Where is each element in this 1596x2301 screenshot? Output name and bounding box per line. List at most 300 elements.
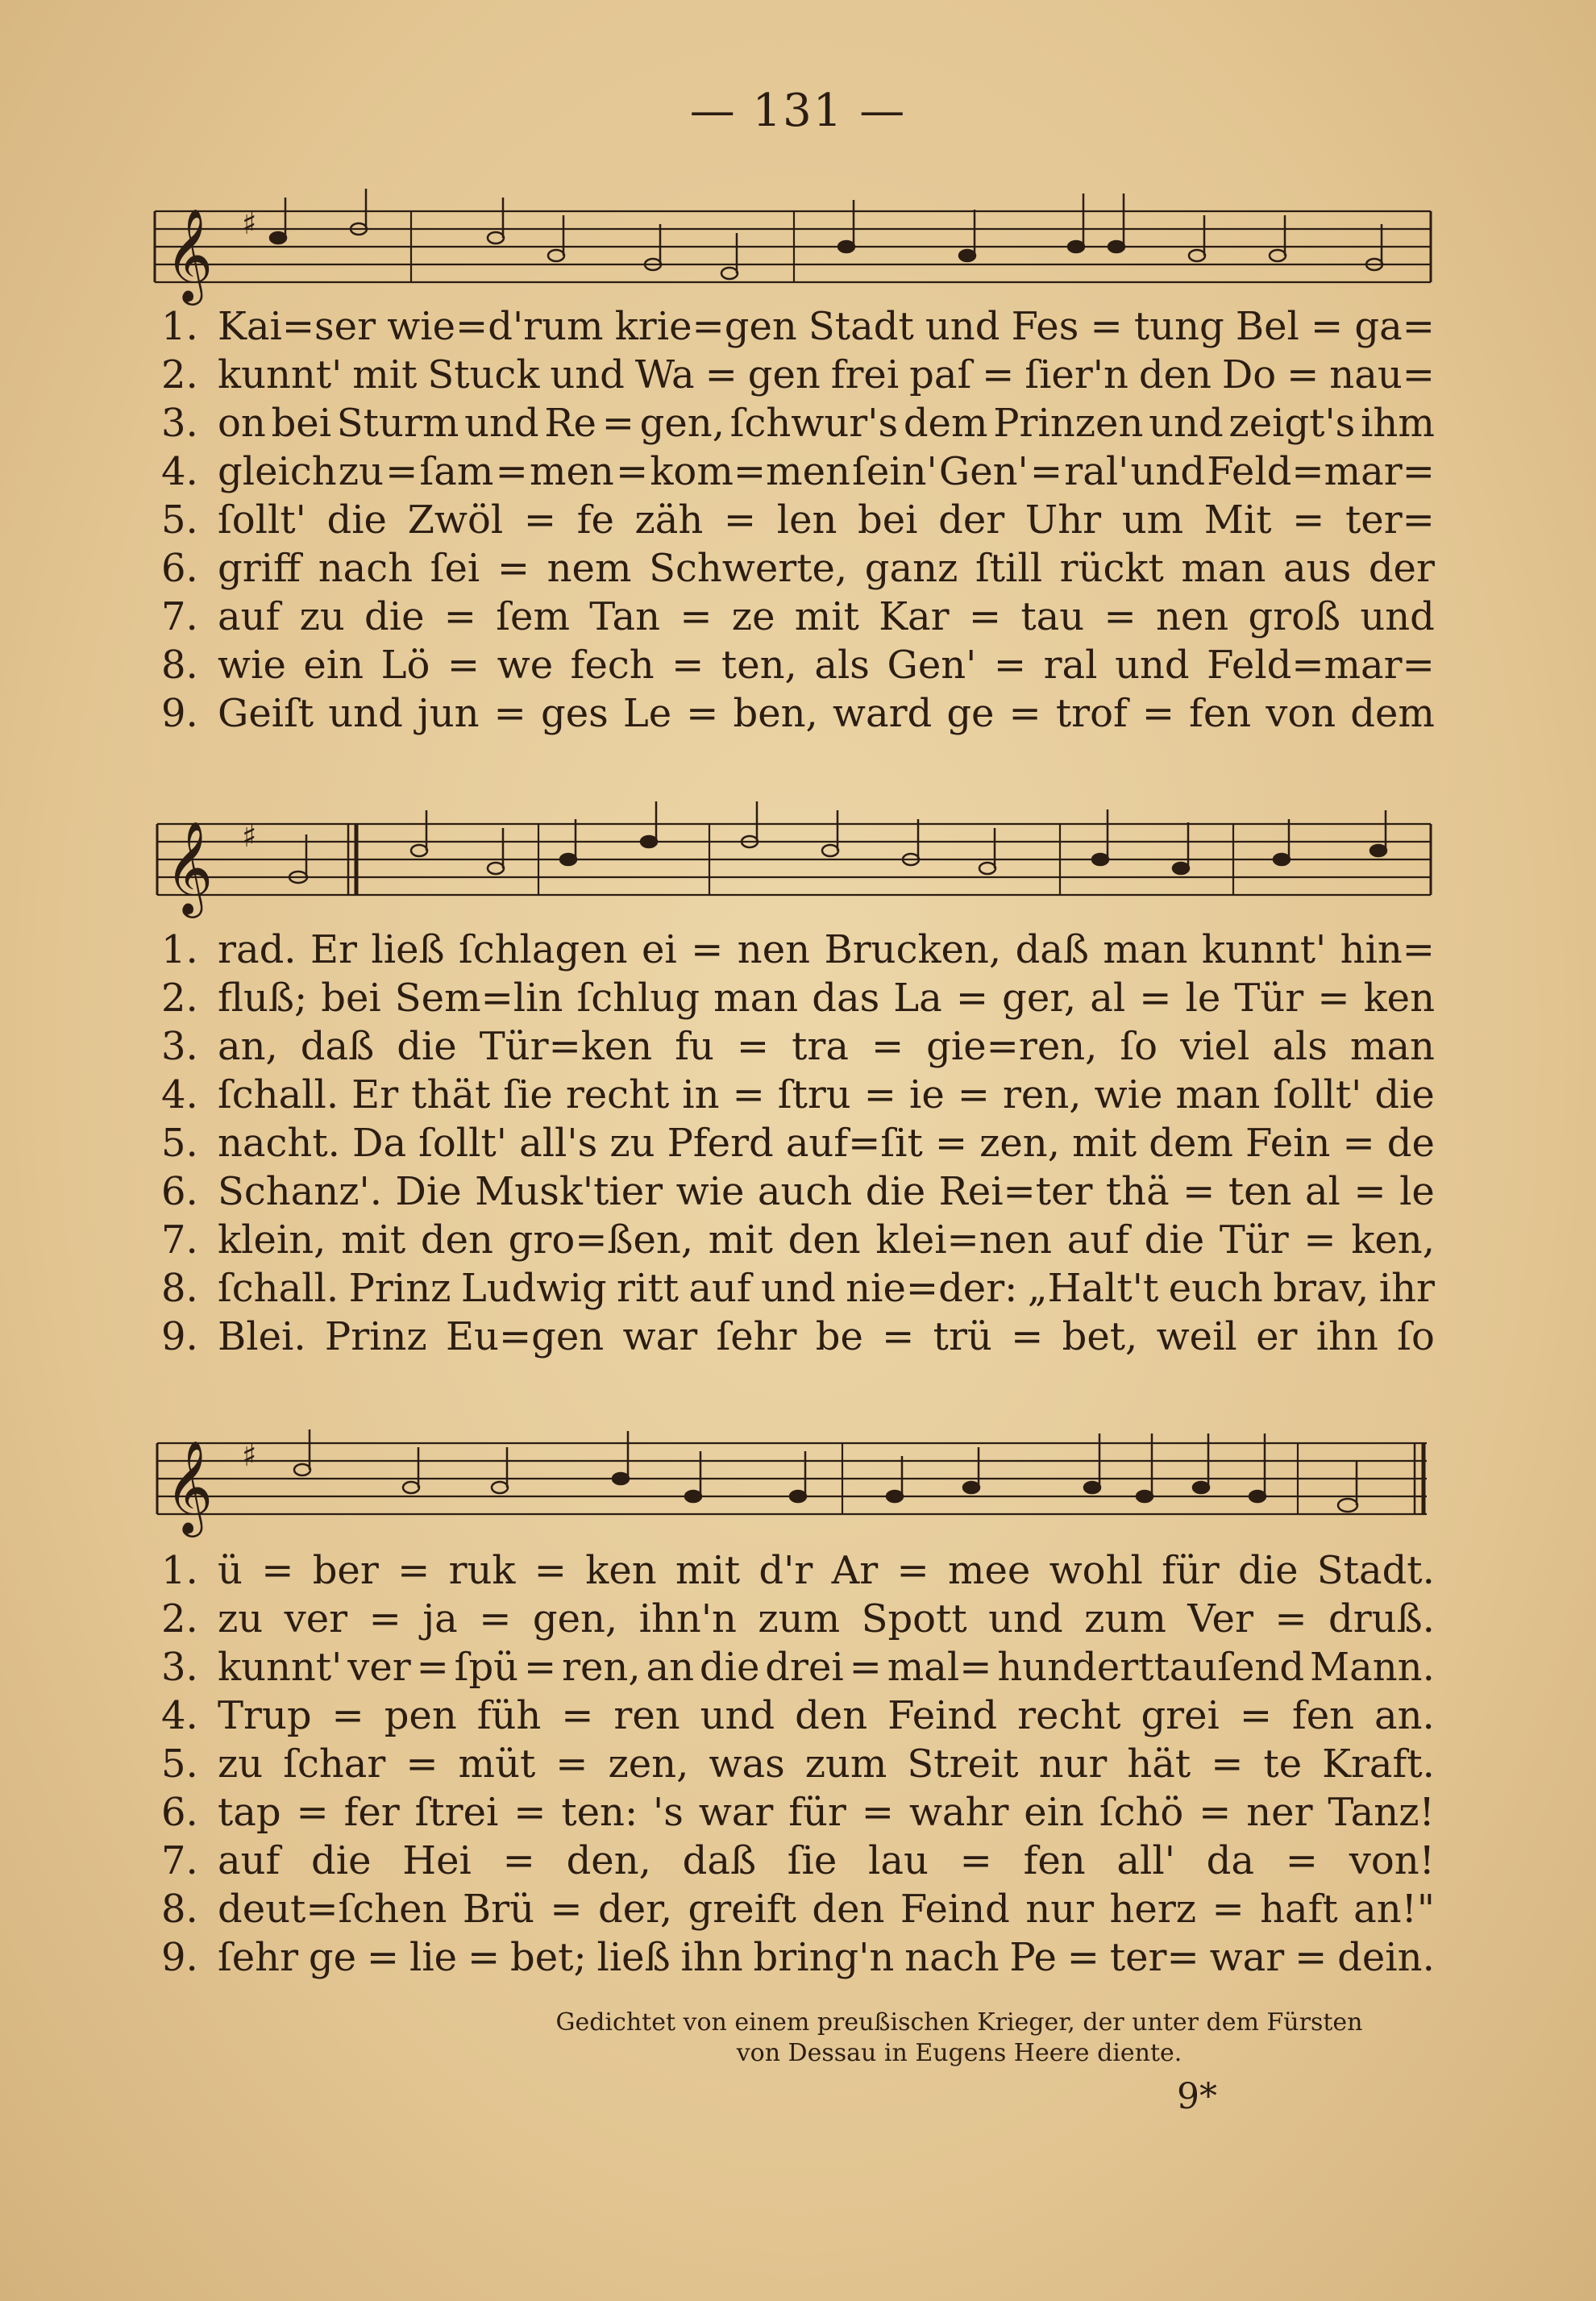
- verse-line: 1. ü = ber = ruk = ken mit d'r Ar = mee wohl für die Stadt.: [161, 1548, 1435, 1593]
- lyric-word: mit: [794, 594, 859, 639]
- lyric-word: Fes: [1011, 304, 1079, 349]
- lyric-word: hät: [1127, 1741, 1191, 1787]
- lyric-word: klei=nen: [875, 1217, 1052, 1263]
- lyric-word: =: [736, 1024, 770, 1069]
- lyric-word: =: [1286, 352, 1320, 397]
- lyric-word: paſ: [909, 352, 972, 397]
- lyric-word: die: [1238, 1548, 1299, 1593]
- lyric-word: ren,: [562, 1645, 641, 1690]
- lyric-word: ſam: [419, 449, 494, 494]
- lyric-word: =: [686, 691, 719, 736]
- lyric-word: Sturm: [336, 401, 459, 446]
- lyric-word: =: [555, 1741, 588, 1787]
- verse-block-3: [161, 1546, 1435, 1982]
- lyric-word: nau=: [1329, 352, 1435, 397]
- lyric-word: bei: [321, 976, 381, 1021]
- lyric-word: Brü: [462, 1887, 534, 1932]
- lyric-word: ſchar: [283, 1741, 386, 1787]
- lyric-word: recht: [1017, 1693, 1121, 1738]
- lyric-word: Tür: [1219, 1217, 1289, 1263]
- lyric-word: füh: [476, 1693, 542, 1738]
- lyric-word: Gen': [938, 449, 1029, 494]
- lyric-word: die: [1374, 1072, 1435, 1117]
- lyric-word: ſchall.: [218, 1266, 339, 1311]
- lyric-word: ſtill: [975, 546, 1043, 591]
- verse-line: 7. klein, mit den gro=ßen, mit den klei=nen auf die Tür = ken,: [161, 1217, 1435, 1263]
- lyric-word: Feld=mar=: [1207, 643, 1435, 688]
- lyric-word: Tanz!: [1328, 1790, 1435, 1835]
- lyric-word: mee: [947, 1548, 1031, 1593]
- sharp-icon: ♯: [242, 206, 257, 241]
- lyric-word: =: [1139, 976, 1172, 1021]
- lyric-word: =: [1292, 497, 1325, 543]
- lyric-word: =: [523, 1645, 557, 1690]
- lyric-word: La: [893, 976, 942, 1021]
- lyric-word: groß: [1248, 594, 1341, 639]
- lyric-word: =: [1239, 1693, 1273, 1738]
- lyric-word: und: [550, 352, 625, 397]
- lyric-word: hin=: [1340, 927, 1435, 972]
- lyric-word: und: [464, 401, 539, 446]
- lyric-word: euch: [1168, 1266, 1263, 1311]
- lyric-word: ter=: [1345, 497, 1435, 543]
- lyric-word: ſpü: [454, 1645, 519, 1690]
- lyric-word: Le: [622, 691, 672, 736]
- lyric-word: Musk'tier: [475, 1169, 663, 1214]
- lyric-word: all's: [519, 1121, 598, 1166]
- lyric-word: müt: [458, 1741, 536, 1787]
- lyric-word: Pe: [1009, 1935, 1057, 1980]
- lyric-word: Streit: [907, 1741, 1019, 1787]
- treble-clef-icon: 𝄞: [165, 1439, 214, 1533]
- lyric-word: druß.: [1328, 1596, 1435, 1641]
- lyric-word: rad.: [218, 927, 297, 972]
- lyric-word: Feind: [887, 1693, 998, 1738]
- lyric-word: =: [495, 449, 528, 494]
- lyric-word: wie: [1094, 1072, 1163, 1117]
- lyric-word: =: [849, 1645, 882, 1690]
- lyric-word: Stadt: [808, 304, 914, 349]
- lyric-word: zu: [338, 449, 384, 494]
- lyric-word: =: [416, 1645, 449, 1690]
- lyric-word: wahr: [908, 1790, 1009, 1835]
- lyric-word: ſo: [1397, 1314, 1435, 1359]
- lyric-word: =: [982, 352, 1015, 397]
- lyric-word: =: [467, 1935, 501, 1980]
- lyric-word: aus: [1283, 546, 1352, 591]
- lyric-word: nacht.: [218, 1121, 340, 1166]
- lyric-word: ſei: [430, 546, 480, 591]
- lyric-word: bei: [858, 497, 918, 543]
- lyric-word: mit: [352, 352, 418, 397]
- lyric-word: Spott: [861, 1596, 967, 1641]
- lyric-word: und: [700, 1693, 775, 1738]
- lyric-word: gie=ren,: [926, 1024, 1098, 1069]
- footer-note-line: von Dessau in Eugens Heere diente.: [736, 2039, 1182, 2067]
- lyric-word: die: [1144, 1217, 1205, 1263]
- verse-line: 6. Schanz'. Die Musk'tier wie auch die Rei=ter thä = ten al = le: [161, 1169, 1435, 1214]
- lyric-word: =: [671, 643, 704, 688]
- lyric-word: um: [1121, 497, 1184, 543]
- lyric-word: nie=der:: [846, 1266, 1018, 1311]
- lyric-word: kunnt': [218, 1645, 343, 1690]
- lyric-word: Brucken,: [824, 927, 1002, 972]
- lyric-word: tra: [792, 1024, 849, 1069]
- lyric-word: ger,: [1002, 976, 1077, 1021]
- lyric-word: man: [713, 976, 799, 1021]
- lyric-word: bring'n: [753, 1935, 895, 1980]
- lyric-word: Rei=ter: [938, 1169, 1093, 1214]
- lyric-word: nur: [1038, 1741, 1108, 1787]
- lyric-word: den: [1138, 352, 1212, 397]
- lyric-word: Uhr: [1025, 497, 1102, 543]
- lyric-word: ſollt': [218, 497, 306, 543]
- lyric-word: jun: [417, 691, 480, 736]
- lyric-word: gen: [747, 352, 821, 397]
- lyric-word: zum: [758, 1596, 841, 1641]
- verse-line: 8. deut=ſchen Brü = der, greift den Feind nur herz = haft an!": [161, 1887, 1435, 1932]
- lyric-word: ſie: [787, 1838, 837, 1883]
- lyric-word: von: [1266, 691, 1336, 736]
- printer-signature: 9*: [1177, 2076, 1217, 2117]
- lyric-word: Fein: [1245, 1121, 1331, 1166]
- lyric-word: Blei.: [218, 1314, 306, 1359]
- lyric-word: auf=ſit: [785, 1121, 923, 1166]
- lyric-word: zu: [218, 1596, 264, 1641]
- footer-note: [484, 2008, 1435, 2069]
- lyric-word: ges: [540, 691, 609, 736]
- lyric-word: was: [709, 1741, 785, 1787]
- lyric-word: ein: [303, 643, 364, 688]
- lyric-word: te: [1263, 1741, 1303, 1787]
- lyric-word: daß: [682, 1838, 757, 1883]
- lyric-word: Stuck: [427, 352, 540, 397]
- lyric-word: mit: [341, 1217, 406, 1263]
- lyric-word: die: [397, 1024, 457, 1069]
- lyric-word: =: [601, 401, 634, 446]
- lyric-word: ner: [1246, 1790, 1313, 1835]
- lyric-word: =: [1141, 691, 1175, 736]
- lyric-word: =: [331, 1693, 364, 1738]
- lyric-word: =: [513, 1790, 547, 1835]
- lyric-word: mal=: [887, 1645, 992, 1690]
- lyric-word: =: [993, 643, 1027, 688]
- lyric-word: len: [776, 497, 837, 543]
- page-number: — 131 —: [689, 85, 907, 137]
- lyric-word: =: [732, 1072, 765, 1117]
- verse-line: 7. auf die Hei = den, daß ſie lau = fen all' da = von!: [161, 1838, 1435, 1883]
- lyric-word: und: [1130, 449, 1206, 494]
- verse-line: 7. auf zu die = ſem Tan = ze mit Kar = tau = nen groß und: [161, 594, 1435, 639]
- lyric-word: =: [1211, 1741, 1244, 1787]
- lyric-word: klein,: [218, 1217, 326, 1263]
- verse-line: 3. kunnt' ver = ſpü = ren, an die drei = mal= hunderttauſend Mann.: [161, 1645, 1435, 1690]
- lyric-word: le: [1185, 976, 1221, 1021]
- lyric-word: =: [863, 1072, 896, 1117]
- lyric-word: man: [1181, 546, 1266, 591]
- verse-line: 4. Trup = pen füh = ren und den Feind recht grei = fen an.: [161, 1693, 1435, 1738]
- lyric-word: Da: [351, 1121, 407, 1166]
- lyric-word: ließ: [596, 1935, 671, 1980]
- lyric-word: Kar: [879, 594, 950, 639]
- lyric-word: men: [529, 449, 614, 494]
- lyric-word: mit: [675, 1548, 741, 1593]
- verse-line: 9. Blei. Prinz Eu=gen war ſehr be = trü = bet, weil er ihn ſo: [161, 1314, 1435, 1359]
- lyric-word: den,: [566, 1838, 651, 1883]
- lyric-word: ver: [284, 1596, 348, 1641]
- lyric-word: trof: [1055, 691, 1128, 736]
- lyric-word: ruk: [448, 1548, 516, 1593]
- lyric-word: für: [788, 1790, 846, 1835]
- lyric-word: Eu=gen: [446, 1314, 605, 1359]
- lyric-word: Bel: [1235, 304, 1299, 349]
- lyric-word: nem: [547, 546, 632, 591]
- lyric-word: fu: [675, 1024, 714, 1069]
- lyric-word: ken,: [1351, 1217, 1435, 1263]
- verse-line: 1. rad. Er ließ ſchlagen ei = nen Brucken, daß man kunnt' hin=: [161, 927, 1435, 972]
- lyric-word: 's: [653, 1790, 684, 1835]
- footer-note-line: Gedichtet von einem preußischen Krieger, der unter dem Fürsten: [555, 2008, 1363, 2037]
- lyric-word: auf: [218, 1838, 281, 1883]
- lyric-word: ten:: [561, 1790, 638, 1835]
- lyric-word: die: [364, 594, 425, 639]
- lyric-word: ja: [422, 1596, 458, 1641]
- lyric-word: zu: [299, 594, 345, 639]
- lyric-word: an: [646, 1645, 695, 1690]
- lyric-word: Kai=ser: [218, 304, 376, 349]
- lyric-word: =: [443, 594, 476, 639]
- lyric-word: als: [1272, 1024, 1328, 1069]
- lyric-word: mit: [1072, 1121, 1137, 1166]
- lyric-word: =: [680, 594, 713, 639]
- lyric-word: ü: [218, 1548, 243, 1593]
- lyric-word: ihn'n: [638, 1596, 737, 1641]
- verse-line: 1. Kai=ser wie=d'rum krie=gen Stadt und Fes = tung Bel = ga=: [161, 304, 1435, 349]
- verse-line: 4. gleich zu = ſam = men = kom=men ſein' Gen' = ral' und Feld=mar=: [161, 449, 1435, 494]
- lyric-word: ral: [1043, 643, 1098, 688]
- lyric-word: nen: [737, 927, 811, 972]
- lyric-word: =: [561, 1693, 594, 1738]
- lyric-word: =: [896, 1548, 929, 1593]
- verse-line: 9. Geiſt und jun = ges Le = ben, ward ge = trof = fen von dem: [161, 691, 1435, 736]
- lyric-word: ken: [585, 1548, 657, 1593]
- lyric-word: auf: [1066, 1217, 1129, 1263]
- lyric-word: gen,: [532, 1596, 618, 1641]
- lyric-word: ſollt': [1273, 1072, 1362, 1117]
- lyric-word: =: [447, 643, 480, 688]
- lyric-word: kunnt': [1201, 927, 1327, 972]
- lyric-word: ſollt': [418, 1121, 507, 1166]
- lyric-word: ihm: [1361, 401, 1435, 446]
- lyric-word: Er: [310, 927, 357, 972]
- lyric-word: Do: [1221, 352, 1277, 397]
- lyric-word: die: [326, 497, 387, 543]
- lyric-word: =: [1182, 1169, 1216, 1214]
- lyric-word: kunnt': [218, 352, 343, 397]
- lyric-word: ſchlug: [576, 976, 700, 1021]
- lyric-word: Mit: [1203, 497, 1272, 543]
- lyric-word: war: [1209, 1935, 1285, 1980]
- lyric-word: drei: [765, 1645, 844, 1690]
- lyric-word: =: [385, 449, 418, 494]
- verse-block-1: [161, 302, 1435, 738]
- lyric-word: zeigt's: [1228, 401, 1356, 446]
- lyric-word: =: [957, 1072, 990, 1117]
- lyric-word: fen: [1189, 691, 1252, 736]
- lyric-word: Er: [351, 1072, 399, 1117]
- lyric-word: brav,: [1273, 1266, 1369, 1311]
- lyric-word: die: [865, 1169, 926, 1214]
- lyric-word: den: [420, 1217, 493, 1263]
- lyric-word: den: [795, 1693, 868, 1738]
- lyric-word: ge: [308, 1935, 357, 1980]
- lyric-word: Ludwig: [460, 1266, 607, 1311]
- lyric-word: =: [955, 976, 989, 1021]
- lyric-word: man: [1175, 1072, 1261, 1117]
- lyric-word: =: [959, 1838, 992, 1883]
- lyric-word: trü: [933, 1314, 992, 1359]
- lyric-word: =: [534, 1548, 567, 1593]
- lyric-word: man: [1103, 927, 1188, 972]
- lyric-word: und: [1360, 594, 1435, 639]
- lyric-word: =: [493, 691, 526, 736]
- treble-clef-icon: 𝄞: [165, 820, 214, 914]
- lyric-word: wohl: [1049, 1548, 1143, 1593]
- lyric-word: tau: [1020, 594, 1085, 639]
- lyric-word: frei: [830, 352, 900, 397]
- lyric-word: fer: [343, 1790, 400, 1835]
- lyric-word: zum: [804, 1741, 887, 1787]
- lyric-word: und: [1149, 401, 1224, 446]
- lyric-word: dem: [903, 401, 988, 446]
- lyric-word: zum: [1084, 1596, 1166, 1641]
- lyric-word: ben,: [733, 691, 818, 736]
- verse-line: 8. wie ein Lö = we fech = ten, als Gen' = ral und Feld=mar=: [161, 643, 1435, 688]
- lyric-word: für: [1162, 1548, 1220, 1593]
- lyric-word: =: [1295, 1935, 1328, 1980]
- lyric-word: als: [814, 643, 870, 688]
- lyric-word: ber: [312, 1548, 379, 1593]
- lyric-word: ſier'n: [1025, 352, 1128, 397]
- lyric-word: ver: [347, 1645, 411, 1690]
- lyric-word: recht: [565, 1072, 670, 1117]
- lyric-word: fe: [576, 497, 614, 543]
- lyric-word: ſtru: [777, 1072, 851, 1117]
- lyric-word: ten,: [721, 643, 797, 688]
- lyric-word: on: [218, 401, 266, 446]
- lyric-word: bei: [271, 401, 332, 446]
- lyric-word: =: [723, 497, 757, 543]
- lyric-word: Lö: [380, 643, 430, 688]
- sharp-icon: ♯: [242, 1438, 257, 1473]
- lyric-word: =: [1066, 1935, 1099, 1980]
- lyric-word: und: [988, 1596, 1063, 1641]
- lyric-word: wie: [218, 643, 286, 688]
- lyric-word: Hei: [402, 1838, 472, 1883]
- lyric-word: lie: [409, 1935, 458, 1980]
- lyric-word: und: [925, 304, 1000, 349]
- lyric-word: fech: [570, 643, 655, 688]
- lyric-word: die: [311, 1838, 372, 1883]
- lyric-word: Stadt.: [1316, 1548, 1435, 1593]
- lyric-word: ſie: [503, 1072, 553, 1117]
- lyric-word: thät: [411, 1072, 491, 1117]
- lyric-word: =: [502, 1838, 535, 1883]
- lyric-word: =: [523, 497, 557, 543]
- lyric-word: nur: [1025, 1887, 1095, 1932]
- lyric-word: =: [261, 1548, 294, 1593]
- verse-line: 9. ſehr ge = lie = bet; ließ ihn bring'n nach Pe = ter= war = dein.: [161, 1935, 1435, 1980]
- lyric-word: =: [1285, 1838, 1318, 1883]
- lyric-word: greift: [688, 1887, 796, 1932]
- lyric-word: gleich: [218, 449, 337, 494]
- lyric-word: die: [699, 1645, 760, 1690]
- lyric-word: Sem=lin: [394, 976, 563, 1021]
- lyric-word: =: [405, 1741, 438, 1787]
- lyric-word: Tan: [589, 594, 661, 639]
- lyric-word: tung: [1133, 304, 1224, 349]
- lyric-word: ten: [1228, 1169, 1292, 1214]
- lyric-word: zen,: [979, 1121, 1060, 1166]
- lyric-word: ze: [731, 594, 775, 639]
- lyric-word: Kraft.: [1322, 1741, 1435, 1787]
- lyric-word: an!": [1353, 1887, 1435, 1932]
- verse-line: 4. ſchall. Er thät ſie recht in = ſtru = ie = ren, wie man ſollt' die: [161, 1072, 1435, 1117]
- lyric-word: Ar: [831, 1548, 879, 1593]
- lyric-word: ren: [613, 1693, 680, 1738]
- lyric-word: viel: [1180, 1024, 1250, 1069]
- verse-line: 6. tap = fer ſtrei = ten: 's war für = wahr ein ſchö = ner Tanz!: [161, 1790, 1435, 1835]
- lyric-word: =: [479, 1596, 512, 1641]
- staff-1: [155, 211, 1431, 282]
- lyric-word: mit: [708, 1217, 773, 1263]
- lyric-word: =: [1303, 1217, 1336, 1263]
- lyric-word: =: [296, 1790, 329, 1835]
- lyric-word: le: [1399, 1169, 1435, 1214]
- lyric-word: „Halt't: [1027, 1266, 1159, 1311]
- verse-line: 5. ſollt' die Zwöl = fe zäh = len bei der Uhr um Mit = ter=: [161, 497, 1435, 543]
- lyric-word: zu: [218, 1741, 264, 1787]
- lyric-word: Feind: [900, 1887, 1010, 1932]
- lyric-word: der: [938, 497, 1005, 543]
- lyric-word: griff: [218, 546, 301, 591]
- lyric-word: dem: [1149, 1121, 1233, 1166]
- lyric-word: ei: [641, 927, 677, 972]
- lyric-word: d'r: [759, 1548, 813, 1593]
- lyric-word: der: [1368, 546, 1435, 591]
- lyric-word: ſtrei: [414, 1790, 499, 1835]
- lyric-word: =: [968, 594, 1002, 639]
- lyric-word: Feld=mar=: [1207, 449, 1435, 494]
- lyric-word: ter=: [1109, 1935, 1199, 1980]
- lyric-word: Schanz'.: [218, 1169, 382, 1214]
- lyric-word: all': [1116, 1838, 1175, 1883]
- lyric-word: fen: [1023, 1838, 1086, 1883]
- lyric-word: zäh: [634, 497, 704, 543]
- lyric-word: al: [1090, 976, 1126, 1021]
- lyric-word: an,: [218, 1024, 278, 1069]
- lyric-word: ral': [1064, 449, 1129, 494]
- lyric-word: we: [497, 643, 554, 688]
- lyric-word: =: [1103, 594, 1137, 639]
- lyric-word: =: [882, 1314, 915, 1359]
- lyric-word: =: [366, 1935, 400, 1980]
- lyric-word: Wa: [634, 352, 695, 397]
- lyric-word: gro=ßen,: [508, 1217, 694, 1263]
- lyric-word: herz: [1109, 1887, 1197, 1932]
- lyric-word: =: [1199, 1790, 1232, 1835]
- lyric-word: ſehr: [716, 1314, 797, 1359]
